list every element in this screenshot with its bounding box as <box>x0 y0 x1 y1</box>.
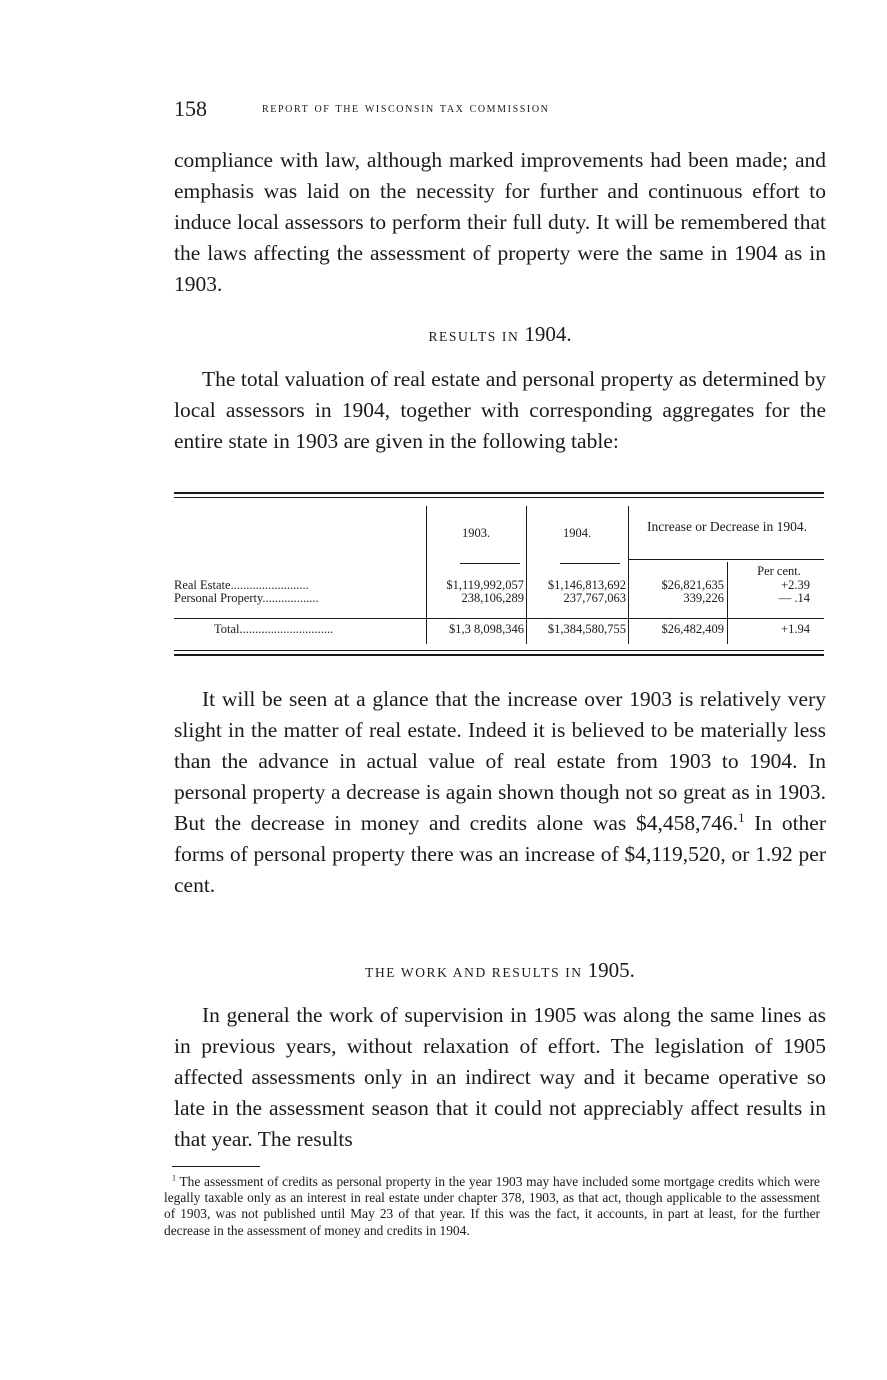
table-cell-change: 339,226 <box>683 591 724 605</box>
table-cell-1903: 238,106,289 <box>461 591 524 605</box>
footnote-mark: 1 <box>172 1173 177 1183</box>
table-header-underline <box>628 559 824 560</box>
table-header-1904: 1904. <box>562 526 592 540</box>
table-bottom-rule-thin <box>174 650 824 651</box>
table-total-change: $26,482,409 <box>661 622 724 636</box>
table-divider <box>727 562 728 644</box>
paragraph-analysis-text-cont: In other forms of personal property there was an increase of $4,119,520, or 1.92 per cent. <box>174 811 826 897</box>
table-total-rule <box>174 618 824 619</box>
table-total-label: Total.............................. <box>214 622 334 636</box>
table-row-label: Personal Property.................. <box>174 591 319 605</box>
footnote-rule <box>172 1166 260 1167</box>
section-heading-work-1905 <box>174 958 826 983</box>
table-cell-percent: — .14 <box>778 591 810 605</box>
paragraph-supervision-1905: In general the work of supervision in 1905 was along the same lines as in previous years, without relaxation of effort. The legislation of 1905 affected assessments only in an indirect way and it became operative so late in the assessment season that it could not appreciably affect results in that year. The results <box>174 1003 826 1151</box>
table-header-change: Increase or Decrease in 1904. <box>646 519 808 534</box>
section-heading-text: THE WORK AND RESULTS IN <box>365 965 583 980</box>
table-cell-change: $26,821,635 <box>661 578 724 592</box>
running-title: report of the wisconsin tax commission <box>262 101 550 116</box>
table-total-1903: $1,3 8,098,346 <box>449 622 524 636</box>
footnote <box>164 1174 820 1239</box>
table-row-label: Real Estate......................... <box>174 578 309 592</box>
footnote-text: The assessment of credits as personal property in the year 1903 may have included some mortgage credits which were legally taxable only as an interest in real estate under chapter 378, 1903, as that act, though applicable to the assessment of 1903, was not published until May 23 of that year. If this was the fact, it accounts, in part at least, for the further decrease in the assessment of money and credits in 1904. <box>164 1174 820 1238</box>
section-heading-year: 1905. <box>587 958 635 982</box>
running-head <box>174 96 824 126</box>
page-number: 158 <box>174 96 207 121</box>
table-cell-1903: $1,119,992,057 <box>446 578 524 592</box>
table-header-percent: Per cent. <box>757 564 801 578</box>
table-cell-1904: $1,146,813,692 <box>547 578 626 592</box>
paragraph-compliance: compliance with law, although marked improvements had been made; and emphasis was laid on the necessity for further and continuous effort to induce local assessors to perform their full duty. It will be remembered that the laws affecting the assessment of property were the same in 1904 as in 1903. <box>174 148 826 296</box>
table-header-underline <box>460 563 520 564</box>
valuation-table <box>174 492 824 662</box>
table-total-percent: +1.94 <box>781 622 810 636</box>
footnote-reference: 1 <box>738 810 745 825</box>
table-top-rule <box>174 492 824 494</box>
table-cell-percent: +2.39 <box>781 578 810 592</box>
section-heading-text: RESULTS IN <box>428 329 520 344</box>
paragraph-analysis <box>174 684 826 901</box>
paragraph-table-intro: The total valuation of real estate and personal property as determined by local assessors in 1904, together with corresponding aggregates for the entire state in 1903 are given in the following table: <box>174 367 826 453</box>
table-header-underline <box>560 563 620 564</box>
table-top-rule-thin <box>174 497 824 498</box>
section-heading-year: 1904. <box>524 322 572 346</box>
table-bottom-rule <box>174 654 824 656</box>
paragraph-analysis-text: It will be seen at a glance that the increase over 1903 is relatively very slight in the matter of real estate. Indeed it is believed to be materially less than the advance in actual value of real estate from 1903 to 1904. In personal property a decrease is again shown though not so great as in 1903. But the decrease in money and credits alone was $4,458,746. <box>174 687 826 835</box>
table-header-1903: 1903. <box>461 526 491 540</box>
table-cell-1904: 237,767,063 <box>563 591 626 605</box>
table-total-1904: $1,384,580,755 <box>547 622 626 636</box>
section-heading-results-1904 <box>174 322 826 347</box>
